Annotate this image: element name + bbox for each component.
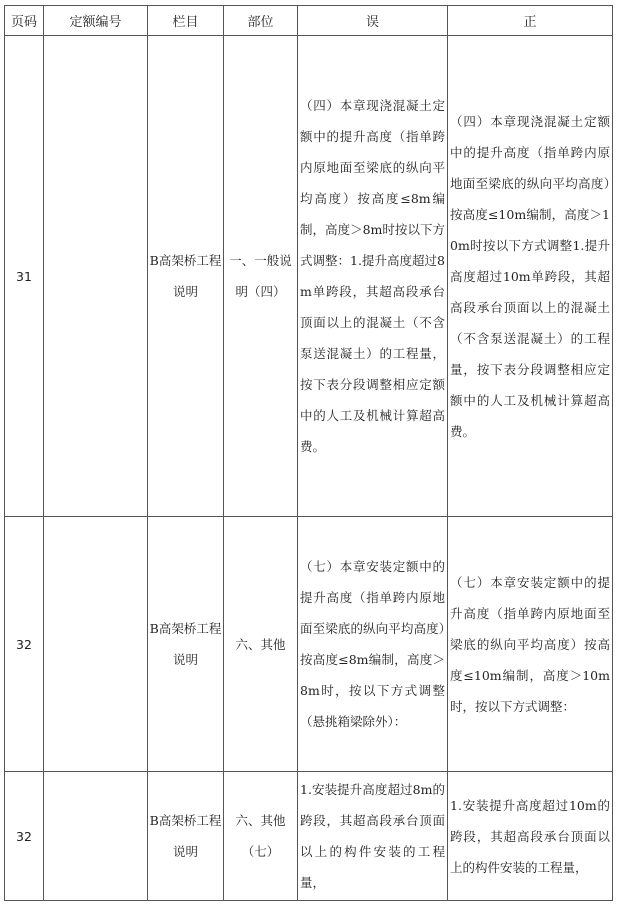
header-column: 栏目 <box>148 6 224 36</box>
table-header <box>5 6 613 36</box>
cell-part: 一、一般说明（四） <box>224 36 298 517</box>
cell-wrong: （四）本章现浇混凝土定额中的提升高度（指单跨内原地面至梁底的纵向平均高度）按高度≤8m编制，高度＞8m时按以下方式调整：1.提升高度超过8m单跨段，其超高段承台顶面以上的混凝土（不含泵送混凝土）的工程量，按下表分段调整相应定额中的人工及机械计算超高费。 <box>298 36 448 517</box>
cell-quota-no <box>44 772 148 901</box>
cell-column: B高架桥工程说明 <box>148 517 224 772</box>
table-body <box>5 36 613 901</box>
cell-column: B高架桥工程说明 <box>148 772 224 901</box>
cell-wrong: 1.安装提升高度超过8m的跨段，其超高段承台顶面以上的构件安装的工程量， <box>298 772 448 901</box>
header-row <box>5 6 613 36</box>
cell-column: B高架桥工程说明 <box>148 36 224 517</box>
header-wrong: 误 <box>298 6 448 36</box>
cell-correct: （四）本章现浇混凝土定额中的提升高度（指单跨内原地面至梁底的纵向平均高度）按高度≤10m编制，高度＞10m时按以下方式调整1.提升高度超过10m单跨段，其超高段承台顶面以上的混凝土（不含泵送混凝土）的工程量，按下表分段调整相应定额中的人工及机械计算超高费。 <box>448 36 613 517</box>
cell-part: 六、其他（七） <box>224 772 298 901</box>
cell-quota-no <box>44 36 148 517</box>
cell-page: 32 <box>5 772 44 901</box>
table-row <box>5 36 613 517</box>
errata-table <box>4 5 613 901</box>
cell-page: 31 <box>5 36 44 517</box>
cell-correct: （七）本章安装定额中的提升高度（指单跨内原地面至梁底的纵向平均高度）按高度≤10m编制，高度＞10m时，按以下方式调整： <box>448 517 613 772</box>
table-row <box>5 772 613 901</box>
header-correct: 正 <box>448 6 613 36</box>
header-page: 页码 <box>5 6 44 36</box>
cell-correct: 1.安装提升高度超过10m的跨段，其超高段承台顶面以上的构件安装的工程量， <box>448 772 613 901</box>
header-part: 部位 <box>224 6 298 36</box>
cell-part: 六、其他 <box>224 517 298 772</box>
cell-quota-no <box>44 517 148 772</box>
cell-wrong: （七）本章安装定额中的提升高度（指单跨内原地面至梁底的纵向平均高度）按高度≤8m编制，高度＞8m时，按以下方式调整（悬挑箱梁除外）： <box>298 517 448 772</box>
header-quota-no: 定额编号 <box>44 6 148 36</box>
cell-page: 32 <box>5 517 44 772</box>
table-row <box>5 517 613 772</box>
